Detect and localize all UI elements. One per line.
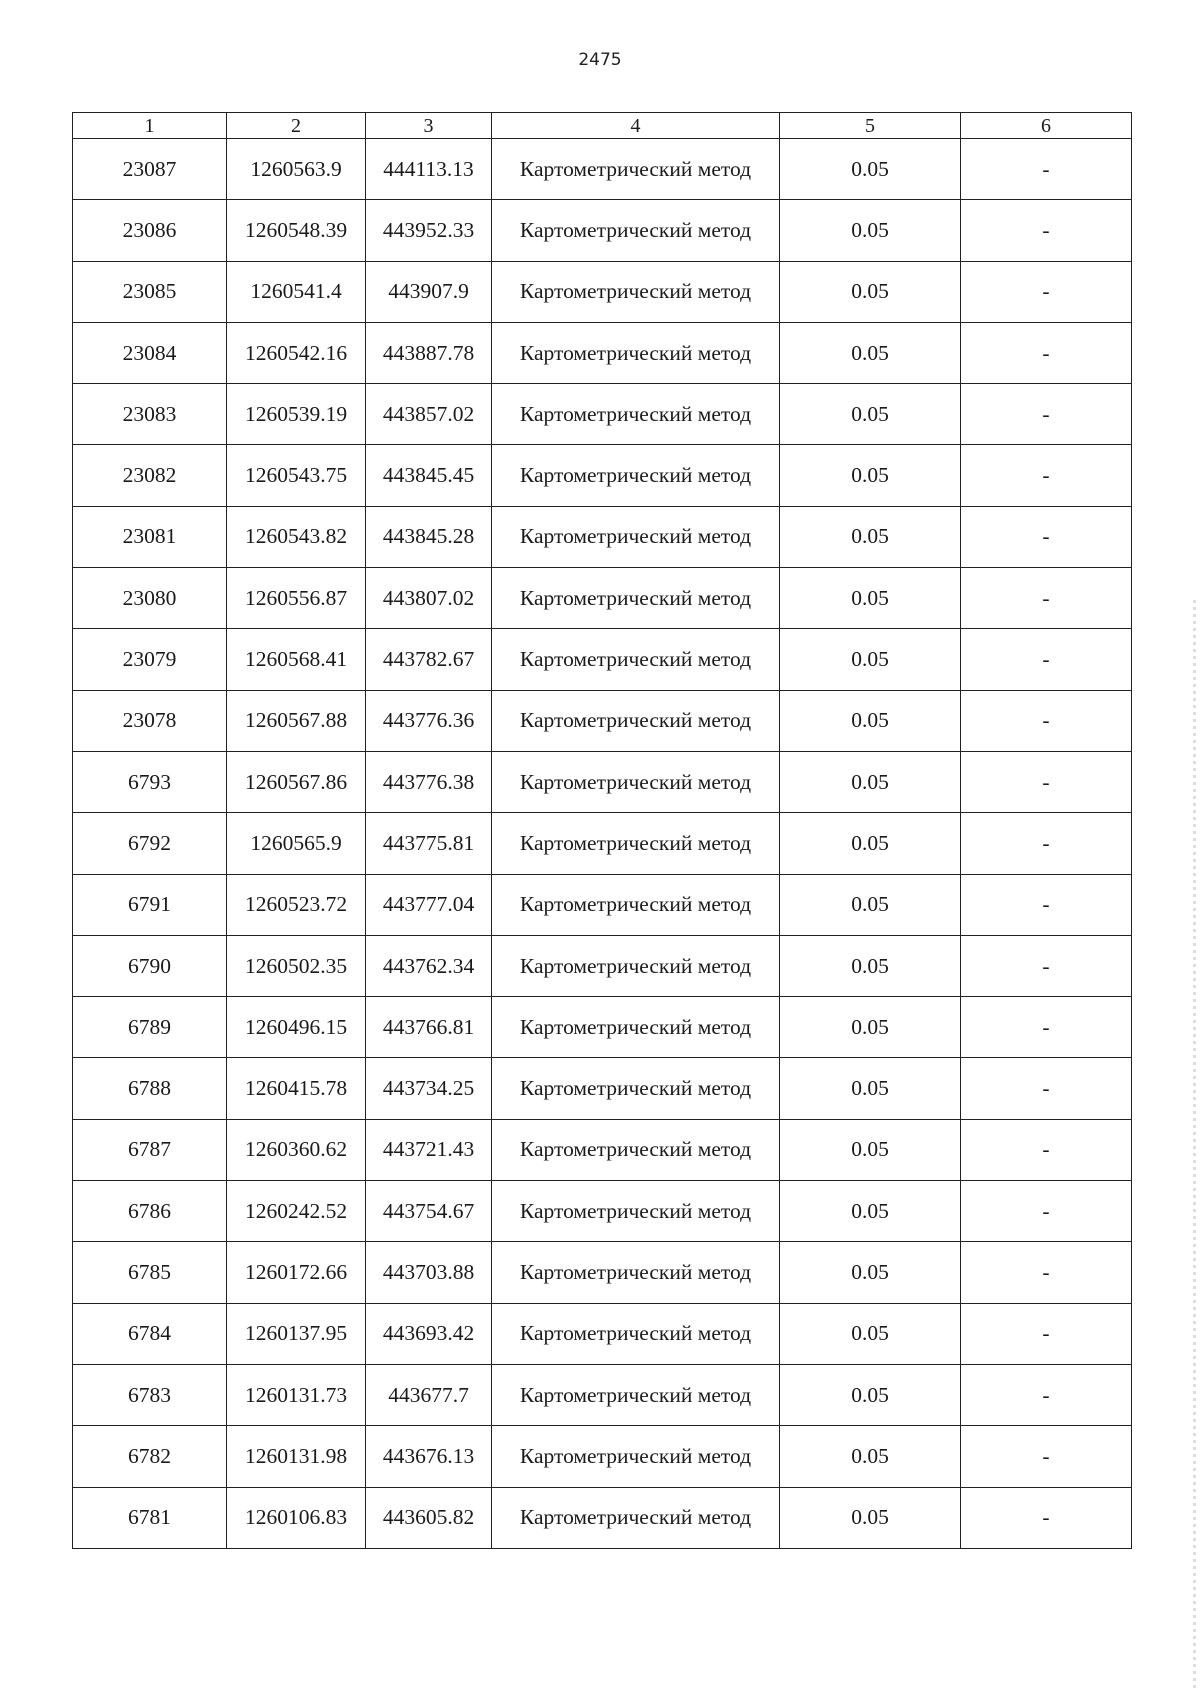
cell-accuracy: 0.05 (780, 139, 961, 200)
cell-note: - (961, 1058, 1132, 1119)
cell-coordinate-y: 443952.33 (366, 200, 492, 261)
cell-point-number: 23086 (73, 200, 227, 261)
column-header-3: 3 (366, 113, 492, 139)
cell-coordinate-y: 443762.34 (366, 935, 492, 996)
table-row (73, 1058, 1132, 1119)
cell-coordinate-x: 1260556.87 (227, 568, 366, 629)
cell-point-number: 23078 (73, 690, 227, 751)
cell-point-number: 23081 (73, 506, 227, 567)
scan-edge-artifact (1193, 600, 1196, 1690)
cell-coordinate-x: 1260543.82 (227, 506, 366, 567)
table-row (73, 568, 1132, 629)
table-row (73, 139, 1132, 200)
cell-coordinate-y: 444113.13 (366, 139, 492, 200)
table-row (73, 813, 1132, 874)
cell-accuracy: 0.05 (780, 322, 961, 383)
cell-accuracy: 0.05 (780, 690, 961, 751)
cell-note: - (961, 322, 1132, 383)
cell-accuracy: 0.05 (780, 629, 961, 690)
table-row (73, 751, 1132, 812)
cell-point-number: 6791 (73, 874, 227, 935)
cell-coordinate-x: 1260541.4 (227, 261, 366, 322)
cell-point-number: 6786 (73, 1181, 227, 1242)
cell-coordinate-x: 1260565.9 (227, 813, 366, 874)
cell-method: Картометрический метод (492, 813, 780, 874)
cell-accuracy: 0.05 (780, 384, 961, 445)
cell-coordinate-x: 1260568.41 (227, 629, 366, 690)
cell-point-number: 23079 (73, 629, 227, 690)
cell-point-number: 23083 (73, 384, 227, 445)
cell-accuracy: 0.05 (780, 1058, 961, 1119)
cell-method: Картометрический метод (492, 261, 780, 322)
cell-note: - (961, 200, 1132, 261)
cell-point-number: 6790 (73, 935, 227, 996)
cell-point-number: 6793 (73, 751, 227, 812)
cell-point-number: 6787 (73, 1119, 227, 1180)
cell-coordinate-x: 1260548.39 (227, 200, 366, 261)
table-row (73, 1364, 1132, 1425)
table-row (73, 1303, 1132, 1364)
cell-coordinate-y: 443776.38 (366, 751, 492, 812)
cell-accuracy: 0.05 (780, 813, 961, 874)
cell-coordinate-x: 1260567.88 (227, 690, 366, 751)
cell-method: Картометрический метод (492, 1364, 780, 1425)
cell-accuracy: 0.05 (780, 997, 961, 1058)
cell-note: - (961, 384, 1132, 445)
cell-method: Картометрический метод (492, 1487, 780, 1548)
column-header-4: 4 (492, 113, 780, 139)
cell-coordinate-y: 443845.45 (366, 445, 492, 506)
cell-coordinate-x: 1260131.73 (227, 1364, 366, 1425)
column-header-2: 2 (227, 113, 366, 139)
cell-method: Картометрический метод (492, 629, 780, 690)
cell-method: Картометрический метод (492, 1181, 780, 1242)
page-number: 2475 (578, 50, 622, 70)
cell-accuracy: 0.05 (780, 1181, 961, 1242)
cell-coordinate-x: 1260172.66 (227, 1242, 366, 1303)
cell-point-number: 6783 (73, 1364, 227, 1425)
cell-coordinate-y: 443734.25 (366, 1058, 492, 1119)
cell-method: Картометрический метод (492, 322, 780, 383)
cell-coordinate-y: 443857.02 (366, 384, 492, 445)
cell-accuracy: 0.05 (780, 874, 961, 935)
table-row (73, 935, 1132, 996)
cell-note: - (961, 139, 1132, 200)
cell-coordinate-x: 1260567.86 (227, 751, 366, 812)
cell-accuracy: 0.05 (780, 1426, 961, 1487)
column-header-6: 6 (961, 113, 1132, 139)
cell-accuracy: 0.05 (780, 200, 961, 261)
cell-method: Картометрический метод (492, 751, 780, 812)
cell-method: Картометрический метод (492, 1058, 780, 1119)
cell-note: - (961, 506, 1132, 567)
cell-coordinate-x: 1260106.83 (227, 1487, 366, 1548)
cell-coordinate-x: 1260415.78 (227, 1058, 366, 1119)
cell-accuracy: 0.05 (780, 445, 961, 506)
table-row (73, 445, 1132, 506)
cell-method: Картометрический метод (492, 200, 780, 261)
cell-coordinate-x: 1260137.95 (227, 1303, 366, 1364)
cell-coordinate-y: 443845.28 (366, 506, 492, 567)
cell-point-number: 6785 (73, 1242, 227, 1303)
cell-note: - (961, 1181, 1132, 1242)
cell-method: Картометрический метод (492, 690, 780, 751)
cell-coordinate-y: 443754.67 (366, 1181, 492, 1242)
cell-method: Картометрический метод (492, 874, 780, 935)
cell-point-number: 23087 (73, 139, 227, 200)
table-row (73, 506, 1132, 567)
cell-method: Картометрический метод (492, 935, 780, 996)
cell-note: - (961, 1242, 1132, 1303)
table-row (73, 629, 1132, 690)
table-body (73, 139, 1132, 1549)
cell-coordinate-x: 1260539.19 (227, 384, 366, 445)
table-header (73, 113, 1132, 139)
cell-note: - (961, 1487, 1132, 1548)
table-row (73, 261, 1132, 322)
cell-note: - (961, 813, 1132, 874)
table-row (73, 200, 1132, 261)
cell-method: Картометрический метод (492, 997, 780, 1058)
cell-accuracy: 0.05 (780, 1364, 961, 1425)
cell-method: Картометрический метод (492, 506, 780, 567)
cell-note: - (961, 1303, 1132, 1364)
cell-point-number: 6789 (73, 997, 227, 1058)
cell-note: - (961, 690, 1132, 751)
table-row (73, 874, 1132, 935)
cell-coordinate-y: 443677.7 (366, 1364, 492, 1425)
table-row (73, 1119, 1132, 1180)
cell-coordinate-x: 1260360.62 (227, 1119, 366, 1180)
table-row (73, 322, 1132, 383)
cell-method: Картометрический метод (492, 1426, 780, 1487)
cell-coordinate-y: 443887.78 (366, 322, 492, 383)
cell-coordinate-x: 1260523.72 (227, 874, 366, 935)
cell-coordinate-y: 443782.67 (366, 629, 492, 690)
cell-accuracy: 0.05 (780, 261, 961, 322)
coordinates-table (72, 112, 1132, 1549)
cell-point-number: 6784 (73, 1303, 227, 1364)
cell-coordinate-x: 1260542.16 (227, 322, 366, 383)
cell-coordinate-y: 443807.02 (366, 568, 492, 629)
cell-note: - (961, 261, 1132, 322)
cell-coordinate-x: 1260543.75 (227, 445, 366, 506)
cell-coordinate-y: 443721.43 (366, 1119, 492, 1180)
table-row (73, 1426, 1132, 1487)
column-header-1: 1 (73, 113, 227, 139)
cell-accuracy: 0.05 (780, 1303, 961, 1364)
cell-coordinate-x: 1260502.35 (227, 935, 366, 996)
table-row (73, 1487, 1132, 1548)
cell-coordinate-y: 443776.36 (366, 690, 492, 751)
column-header-5: 5 (780, 113, 961, 139)
cell-accuracy: 0.05 (780, 506, 961, 567)
cell-method: Картометрический метод (492, 445, 780, 506)
cell-note: - (961, 445, 1132, 506)
cell-coordinate-y: 443907.9 (366, 261, 492, 322)
cell-point-number: 23085 (73, 261, 227, 322)
cell-coordinate-y: 443693.42 (366, 1303, 492, 1364)
cell-coordinate-x: 1260131.98 (227, 1426, 366, 1487)
table-row (73, 690, 1132, 751)
cell-accuracy: 0.05 (780, 751, 961, 812)
cell-note: - (961, 935, 1132, 996)
cell-note: - (961, 568, 1132, 629)
cell-note: - (961, 751, 1132, 812)
cell-note: - (961, 997, 1132, 1058)
header-row (73, 113, 1132, 139)
table-row (73, 997, 1132, 1058)
cell-method: Картометрический метод (492, 568, 780, 629)
cell-note: - (961, 874, 1132, 935)
cell-coordinate-y: 443777.04 (366, 874, 492, 935)
cell-point-number: 6792 (73, 813, 227, 874)
cell-accuracy: 0.05 (780, 1487, 961, 1548)
cell-point-number: 23080 (73, 568, 227, 629)
cell-method: Картометрический метод (492, 139, 780, 200)
cell-accuracy: 0.05 (780, 568, 961, 629)
cell-accuracy: 0.05 (780, 935, 961, 996)
cell-note: - (961, 629, 1132, 690)
cell-coordinate-x: 1260242.52 (227, 1181, 366, 1242)
cell-point-number: 6781 (73, 1487, 227, 1548)
cell-method: Картометрический метод (492, 1242, 780, 1303)
table-row (73, 384, 1132, 445)
cell-method: Картометрический метод (492, 1303, 780, 1364)
cell-note: - (961, 1426, 1132, 1487)
cell-coordinate-y: 443676.13 (366, 1426, 492, 1487)
cell-coordinate-y: 443605.82 (366, 1487, 492, 1548)
cell-point-number: 23082 (73, 445, 227, 506)
cell-coordinate-x: 1260496.15 (227, 997, 366, 1058)
cell-note: - (961, 1364, 1132, 1425)
cell-method: Картометрический метод (492, 384, 780, 445)
cell-accuracy: 0.05 (780, 1242, 961, 1303)
table-row (73, 1242, 1132, 1303)
cell-coordinate-y: 443775.81 (366, 813, 492, 874)
cell-note: - (961, 1119, 1132, 1180)
cell-point-number: 6782 (73, 1426, 227, 1487)
cell-coordinate-y: 443766.81 (366, 997, 492, 1058)
cell-coordinate-y: 443703.88 (366, 1242, 492, 1303)
cell-method: Картометрический метод (492, 1119, 780, 1180)
cell-accuracy: 0.05 (780, 1119, 961, 1180)
cell-point-number: 6788 (73, 1058, 227, 1119)
cell-point-number: 23084 (73, 322, 227, 383)
table-row (73, 1181, 1132, 1242)
cell-coordinate-x: 1260563.9 (227, 139, 366, 200)
